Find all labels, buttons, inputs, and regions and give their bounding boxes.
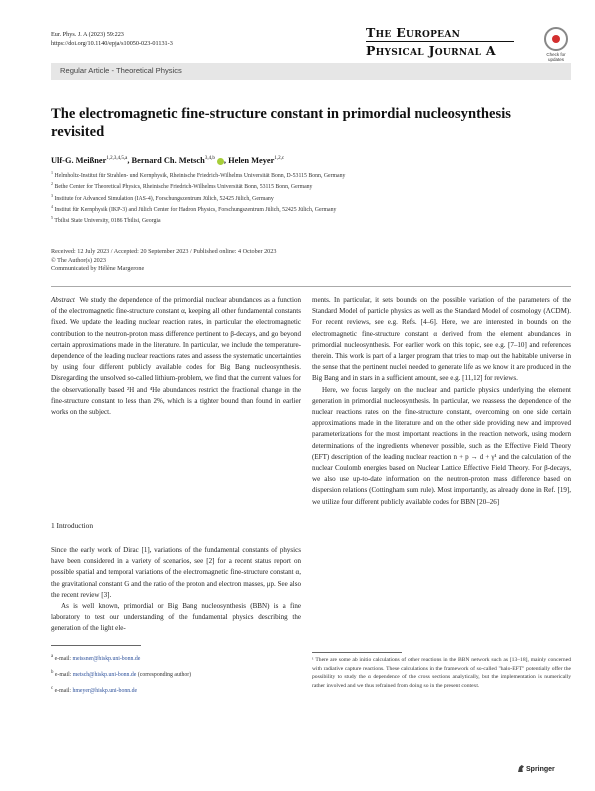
publication-dates <box>51 248 276 274</box>
paragraph: Here, we focus largely on the nuclear and particle physics underlying the element generation in primordial nucleosynthesis. In particular, we reassess the dependence of the nuclear reactions rates on the fine-structure constant, overcoming on one side certain approximations made in the literature and on the other side providing new and improved parameterizations for the most important reactions in the reaction network, using modern determinations of the ingredients whenever possible, such as the Effective Field Theory (EFT) description of the leading nuclear reaction n + p → d + γ¹ and the calculation of the nuclear Coulomb energies based on Nuclear Lattice Effective Field Theory. For β-decays, we also use up-to-date information on the neutron-proton mass difference based on dispersion relations (Cottingham sum rule). Most importantly, as already done in Ref. [19], we utilize four different publicly available codes for BBN [20–26] <box>312 385 571 506</box>
affiliation: $^2$ Bethe Center for Theoretical Physics, Rheinische Friedrich-Wilhelms Universität Bonn, 53115 Bonn, Germany <box>51 181 313 191</box>
author-sup: 3,4,b <box>204 156 215 162</box>
author-name[interactable]: Ulf-G. Meißner <box>51 156 107 165</box>
author-list: Ulf-G. Meißner$^{1,2,3,4,5,a}$, Bernard Ch. Metsch$^{3,4,b}$ , Helen Meyer$^{1,2,c}$ <box>51 156 285 165</box>
orcid-icon[interactable] <box>217 158 224 165</box>
footnote-rule <box>312 652 402 653</box>
dates-line: Received: 12 July 2023 / Accepted: 20 September 2023 / Published online: 4 October 2023 <box>51 248 277 255</box>
badge-label: Check for updates <box>546 52 566 62</box>
email-footnotes: $^a$ e-mail: meissner@hiskp.uni-bonn.de $^b$ e-mail: metsch@hiskp.uni-bonn.de (corresponding author) $^c$ e-mail: hmeyer@hiskp.uni-bonn.de <box>51 654 192 694</box>
journal-citation <box>51 30 173 48</box>
affiliation: $^3$ Institute for Advanced Simulation (IAS-4), Forschungszentrum Jülich, 52425 Jülich, Germany <box>51 192 274 202</box>
publisher-logo <box>518 765 555 773</box>
email-link[interactable]: hmeyer@hiskp.uni-bonn.de <box>72 687 138 694</box>
abstract <box>51 295 301 418</box>
journal-logo <box>366 26 516 58</box>
doi-link[interactable]: https://doi.org/10.1140/epja/s10050-023-01131-3 <box>51 40 173 47</box>
section-heading: 1 Introduction <box>51 521 94 530</box>
citation-line: Eur. Phys. J. A (2023) 59:223 <box>51 31 124 38</box>
footnote-rule <box>51 645 141 646</box>
author-sup: 1,2,3,4,5,a <box>106 156 128 162</box>
paragraph: Since the early work of Dirac [1], variations of the fundamental constants of physics have been considered in a variety of scenarios, see [2] for a recent status report on possible spatial and temporal variations of the electromagnetic fine-structure constant α, the gravitational constant G and the ratio of the proton and electron masses, μp. See also the recent review [3]. <box>51 546 301 599</box>
affiliation: $^4$ Institut für Kernphysik (IKP-3) and Jülich Center for Hadron Physics, Forschungszentrum Jülich, 52425 Jülich, Germany <box>51 203 337 213</box>
communicated-by: Communicated by Hélène Margerone <box>51 265 145 273</box>
springer-horse-icon <box>518 765 524 772</box>
article-type: Regular Article - Theoretical Physics <box>60 66 182 75</box>
divider <box>51 286 571 287</box>
publisher-name: Springer <box>526 766 555 773</box>
paragraph: ments. In particular, it sets bounds on the possible variation of the parameters of the Standard Model of particle physics as well as the Standard Model of cosmology (ΛCDM). For recent reviews, see e.g. Refs. [4–6]. Here, we are interested in bounds on the electromagnetic fine-structure constant α derived from the element abundances in primordial nucleosynthesis. For earlier work on this topic, see e.g. [7–10] and references therein. This work is part of a larger program that tries to map out the habitable universe in the sense that the pertinent nuclei needed to generate life as we know it are produced in the Big Bang and in stars in a sufficient amount, see e.g. [11,12] for reviews. <box>312 296 571 383</box>
paragraph: As is well known, primordial or Big Bang nucleosynthesis (BBN) is a fine laboratory to test our understanding of the fundamental physics describing the generation of the light ele- <box>51 602 301 633</box>
copyright-line: © The Author(s) 2023 <box>51 256 106 264</box>
footnote: ¹ There are some ab initio calculations of other reactions in the BBN network such as [13–18], mainly concerned with radiative capture reactions. These calculations in the framework of so-called "halo-EFT" potentially offer the possibility to study the α dependence of the cross sections analytically, but the implementation is numerically rather involved and we thus refrained from doing so in the present context. <box>312 657 571 689</box>
abstract-heading: Abstract <box>51 296 75 304</box>
journal-name-line2: Physical Journal A <box>366 43 496 58</box>
introduction-text <box>51 545 301 635</box>
abstract-text: We study the dependence of the primordial nuclear abundances as a function of the electromagnetic fine-structure constant α, keeping all other fundamental constants fixed. We update the leading nuclear reaction rates, in particular the electromagnetic contribution to the neutron-proton mass difference pertinent to β-decays, and go beyond certain approximations made in the literature. In particular, we include the temperature-dependence of the leading nuclear reactions rates and assess the systematic uncertainties by using four different publicly available codes for Big Bang nucleosynthesis. Disregarding the unsolved so-called lithium-problem, we find that the current values for the observationally based ²H and ⁴He abundances restrict the fractional change in the fine-structure constant to less than 2%, which is a tighter bound than found in earlier works on the subject. <box>51 296 301 417</box>
affiliation: $^5$ Tbilisi State University, 0186 Tbilisi, Georgia <box>51 215 161 225</box>
email-link[interactable]: meissner@hiskp.uni-bonn.de <box>72 655 141 662</box>
article-title: The electromagnetic fine-structure constant in primordial nucleosynthesis revisited <box>51 106 511 140</box>
journal-name-line1: The European <box>366 25 461 40</box>
right-column-text <box>312 295 571 508</box>
check-for-updates-badge[interactable] <box>540 27 572 65</box>
journal-rule <box>366 41 514 42</box>
author-name[interactable]: Helen Meyer <box>228 156 275 165</box>
affiliation: $^1$ Helmholtz-Institut für Strahlen- und Kernphysik, Rheinische Friedrich-Wilhelms Universität Bonn, D-53115 Bonn, Germany <box>51 170 346 179</box>
update-icon <box>544 27 568 51</box>
affiliations <box>51 169 345 226</box>
author-name[interactable]: Bernard Ch. Metsch <box>131 156 205 165</box>
author-sup: 1,2,c <box>274 156 285 162</box>
email-link[interactable]: metsch@hiskp.uni-bonn.de <box>72 671 137 678</box>
